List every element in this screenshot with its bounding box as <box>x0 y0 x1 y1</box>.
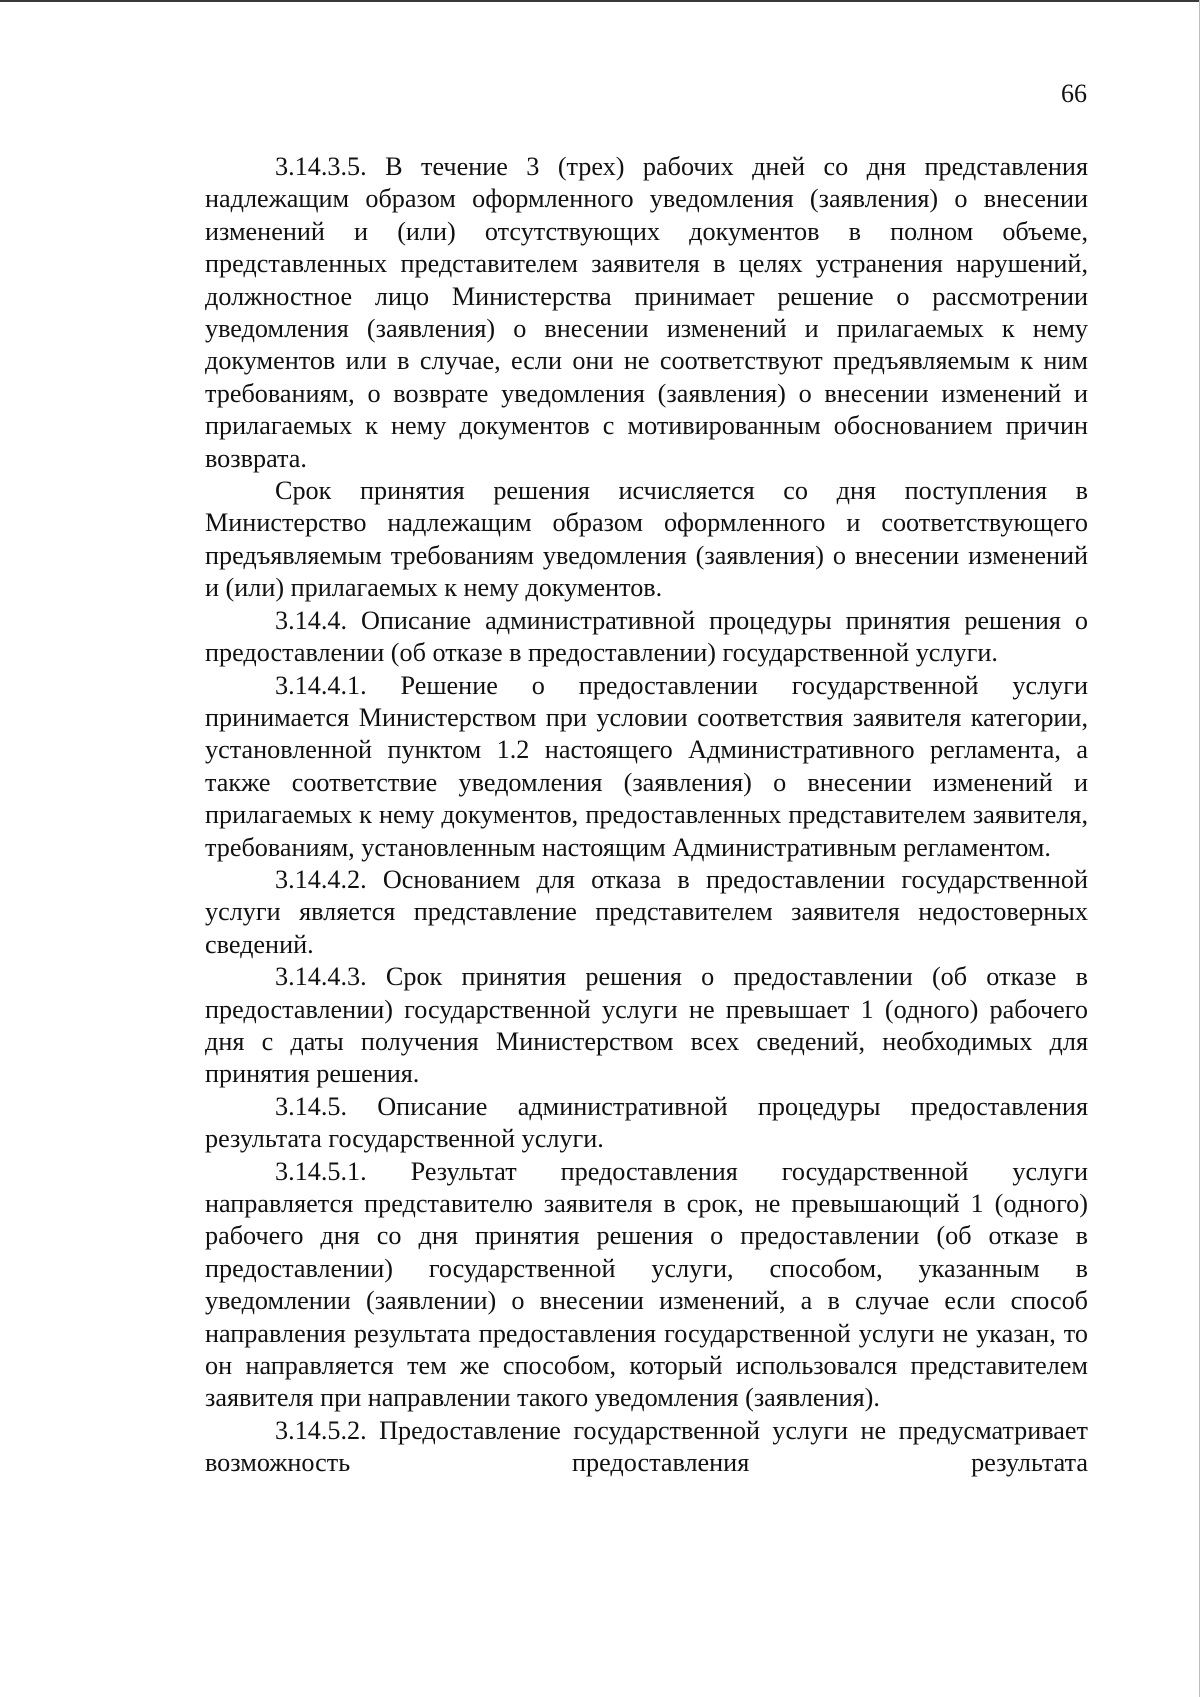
paragraph-3-14-3-5: 3.14.3.5. В течение 3 (трех) рабочих дней со дня представления надлежащим образом оформленного уведомления (заявления) о внесении изменений и (или) отсутствующих документов в полном объеме, представленных представителем заявителя в целях устранения нарушений, должностное лицо Министерства принимает решение о рассмотрении уведомления (заявления) о внесении изменений и прилагаемых к нему документов или в случае, если они не соответствуют предъявляемым к ним требованиям, о возврате уведомления (заявления) о внесении изменений и прилагаемых к нему документов с мотивированным обоснованием причин возврата. <box>205 152 1088 473</box>
paragraph-decision-term: Срок принятия решения исчисляется со дня поступления в Министерство надлежащим образом оформленного и соответствующего предъявляемым требованиям уведомления (заявления) о внесении изменений и (или) прилагаемых к нему документов. <box>205 476 1088 603</box>
paragraph-3-14-4-2: 3.14.4.2. Основанием для отказа в предоставлении государственной услуги является представление представителем заявителя недостоверных сведений. <box>205 864 1088 959</box>
paragraph-3-14-4: 3.14.4. Описание административной процедуры принятия решения о предоставлении (об отказе в предоставлении) государственной услуги. <box>205 605 1088 668</box>
paragraph-3-14-5: 3.14.5. Описание административной процедуры предоставления результата государственной услуги. <box>205 1091 1088 1154</box>
page-top-edge <box>0 0 1200 2</box>
paragraph-3-14-4-1: 3.14.4.1. Решение о предоставлении государственной услуги принимается Министерством при условии соответствия заявителя категории, установленной пунктом 1.2 настоящего Административного регламента, а также соответствие уведомления (заявления) о внесении изменений и прилагаемых к нему документов, предоставленных представителем заявителя, требованиям, установленным настоящим Административным регламентом. <box>205 670 1088 862</box>
page-number: 66 <box>1061 79 1087 108</box>
paragraph-3-14-5-2: 3.14.5.2. Предоставление государственной услуги не предусматривает возможность предоставления результата <box>205 1415 1088 1478</box>
paragraph-3-14-4-3: 3.14.4.3. Срок принятия решения о предоставлении (об отказе в предоставлении) государственной услуги не превышает 1 (одного) рабочего дня с даты получения Министерством всех сведений, необходимых для принятия решения. <box>205 962 1088 1089</box>
paragraph-3-14-5-1: 3.14.5.1. Результат предоставления государственной услуги направляется представителю заявителя в срок, не превышающий 1 (одного) рабочего дня со дня принятия решения о предоставлении (об отказе в предоставлении) государственной услуги, способом, указанным в уведомлении (заявлении) о внесении изменений, а в случае если способ направления результата предоставления государственной услуги не указан, то он направляется тем же способом, который использовался представителем заявителя при направлении такого уведомления (заявления). <box>205 1156 1088 1413</box>
body-text <box>205 151 1088 1480</box>
